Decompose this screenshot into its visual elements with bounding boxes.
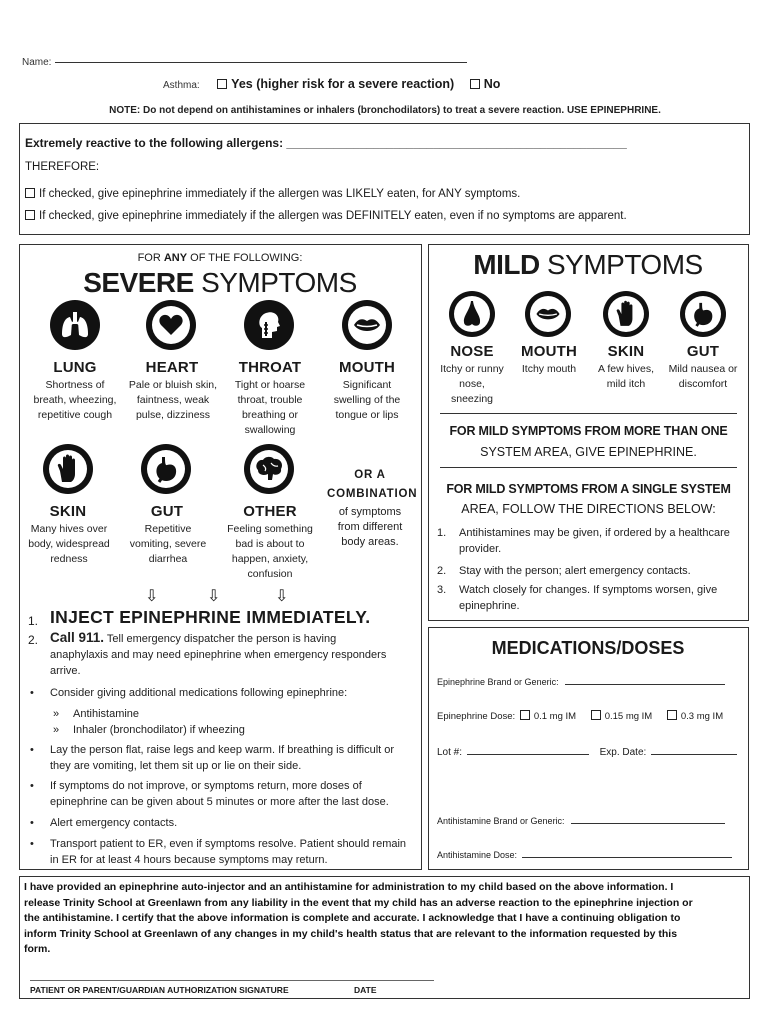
asthma-row bbox=[163, 77, 500, 91]
step2-number: 2. bbox=[28, 633, 39, 647]
option1-text: If checked, give epinephrine immediately if the allergen was LIKELY eaten, for ANY symptoms. bbox=[39, 188, 521, 200]
sub-marker-2: » bbox=[53, 724, 60, 736]
bullet2-text: Lay the person flat, raise legs and keep warm. If breathing is difficult or they are vomiting, let them sit up or lie on their side. bbox=[50, 744, 395, 772]
bullet5-text: Transport patient to ER, even if symptoms resolve. Patient should remain in ER for at least 4 hours because symptoms may return. bbox=[50, 838, 407, 866]
anti-dose-field[interactable] bbox=[522, 857, 732, 858]
option2-row bbox=[25, 210, 627, 222]
mild-title-rest: SYMPTOMS bbox=[539, 249, 703, 280]
medications-title: MEDICATIONS/DOSES bbox=[491, 638, 685, 658]
dose-0.15-checkbox[interactable] bbox=[591, 710, 601, 720]
name-label: Name: bbox=[22, 57, 52, 68]
severe-title-rest: SYMPTOMS bbox=[193, 267, 357, 298]
exp-field[interactable] bbox=[651, 754, 737, 755]
severe-throat-label: THROAT bbox=[238, 359, 302, 376]
bullet-marker-5: • bbox=[30, 838, 34, 850]
hand-icon bbox=[43, 444, 93, 494]
mild-skin-label: SKIN bbox=[607, 343, 645, 360]
definitely-eaten-checkbox[interactable] bbox=[25, 210, 35, 220]
asthma-label: Asthma: bbox=[163, 80, 200, 91]
combination-desc: of symptoms from different body areas. bbox=[337, 506, 403, 548]
step2-text bbox=[50, 630, 390, 679]
bullet4-text: Alert emergency contacts. bbox=[50, 817, 178, 829]
lot-field[interactable] bbox=[467, 754, 589, 755]
name-row bbox=[22, 52, 472, 66]
dose-0.15-label: 0.15 mg IM bbox=[604, 711, 653, 722]
mild-step-num-1: 1. bbox=[437, 527, 447, 539]
option1-row bbox=[25, 188, 520, 200]
dose-0.1-checkbox[interactable] bbox=[520, 710, 530, 720]
severe-lung-desc: Shortness of breath, wheezing, repetitive cough bbox=[33, 379, 117, 421]
signature-line[interactable] bbox=[30, 980, 434, 981]
bullet-marker-3: • bbox=[30, 780, 34, 792]
step2-bold: Call 911. bbox=[50, 630, 105, 645]
throat-icon bbox=[244, 300, 294, 350]
epi-dose-row bbox=[437, 710, 723, 722]
likely-eaten-checkbox[interactable] bbox=[25, 188, 35, 198]
severe-lung-label: LUNG bbox=[53, 359, 97, 376]
consent-text: I have provided an epinephrine auto-injector and an antihistamine for administration to my child based on the above information. I release Trinity School at Greenlawn from any liability in the event that my child has an adverse reaction to the epinephrine injection or the antihistamine. I certify that the above information is complete and accurate. I acknowledge that I have a continuing obligation to inform Trinity School at Greenlawn of any changes in my child's health status that are relevant to the information requested by this form. bbox=[24, 881, 693, 956]
severe-heart-label: HEART bbox=[145, 359, 199, 376]
mild-step-num-3: 3. bbox=[437, 584, 447, 596]
anti-brand-field[interactable] bbox=[571, 823, 725, 824]
bullet-marker-4: • bbox=[30, 817, 34, 829]
hand-icon bbox=[603, 291, 649, 337]
lungs-icon bbox=[50, 300, 100, 350]
asthma-yes-label: Yes (higher risk for a severe reaction) bbox=[231, 77, 455, 91]
anti-dose-row bbox=[437, 850, 732, 860]
asthma-no-checkbox[interactable] bbox=[470, 79, 480, 89]
allergen-box bbox=[19, 123, 750, 235]
mild-step-1: Antihistamines may be given, if ordered by a healthcare provider. bbox=[459, 527, 730, 555]
epi-brand-row bbox=[437, 677, 725, 687]
severe-throat-desc: Tight or hoarse throat, trouble breathing or swallowing bbox=[234, 379, 306, 436]
mild-gut-desc: Mild nausea or discomfort bbox=[668, 363, 738, 390]
severe-title bbox=[20, 267, 420, 299]
consent-box bbox=[19, 876, 750, 999]
mild-mouth-label: MOUTH bbox=[521, 343, 577, 360]
severe-skin-label: SKIN bbox=[49, 503, 87, 520]
mild-step-2: Stay with the person; alert emergency contacts. bbox=[459, 565, 691, 577]
lot-row bbox=[437, 747, 737, 758]
down-arrow-2: ⇩ bbox=[207, 588, 221, 605]
epi-brand-label: Epinephrine Brand or Generic: bbox=[437, 677, 559, 687]
severe-skin-desc: Many hives over body, widespread redness bbox=[28, 523, 110, 565]
date-label: DATE bbox=[354, 985, 377, 995]
combination-title: OR A COMBINATION bbox=[327, 469, 418, 500]
stomach-icon bbox=[680, 291, 726, 337]
mild-title-bold: MILD bbox=[473, 249, 540, 280]
severe-intro bbox=[20, 252, 420, 264]
single-system-line2: AREA, FOLLOW THE DIRECTIONS BELOW: bbox=[461, 502, 716, 516]
mild-skin-desc: A few hives, mild itch bbox=[597, 363, 655, 390]
exp-label: Exp. Date: bbox=[599, 747, 647, 758]
stomach-icon bbox=[141, 444, 191, 494]
mild-mouth-desc: Itchy mouth bbox=[521, 363, 577, 375]
down-arrow-1: ⇩ bbox=[145, 588, 159, 605]
mouth-icon bbox=[525, 291, 571, 337]
mild-title bbox=[429, 249, 747, 281]
severe-gut-label: GUT bbox=[150, 503, 184, 520]
severe-intro-pre: FOR bbox=[137, 252, 164, 264]
severe-other-label: OTHER bbox=[243, 503, 297, 520]
brain-icon bbox=[244, 444, 294, 494]
severe-intro-post: OF THE FOLLOWING: bbox=[187, 252, 303, 264]
dose-0.1-label: 0.1 mg IM bbox=[533, 711, 577, 722]
therefore-label: THEREFORE: bbox=[25, 161, 100, 173]
mild-divider-1 bbox=[440, 413, 737, 414]
nose-icon bbox=[449, 291, 495, 337]
bullet1-text: Consider giving additional medications following epinephrine: bbox=[50, 687, 348, 699]
anti-dose-label: Antihistamine Dose: bbox=[437, 850, 518, 860]
bullet-marker-1: • bbox=[30, 687, 34, 699]
dose-0.3-checkbox[interactable] bbox=[667, 710, 677, 720]
sub1-text: Antihistamine bbox=[73, 708, 140, 720]
anti-brand-label: Antihistamine Brand or Generic: bbox=[437, 816, 565, 826]
name-field[interactable] bbox=[55, 62, 467, 63]
bullet-marker-2: • bbox=[30, 744, 34, 756]
more-than-one-line2: SYSTEM AREA, GIVE EPINEPHRINE. bbox=[480, 445, 697, 459]
mild-nose-desc: Itchy or runny nose, sneezing bbox=[440, 363, 504, 405]
heart-icon bbox=[146, 300, 196, 350]
anti-brand-row bbox=[437, 816, 725, 826]
step1-text: INJECT EPINEPHRINE IMMEDIATELY. bbox=[50, 607, 371, 627]
down-arrow-3: ⇩ bbox=[275, 588, 289, 605]
severe-intro-bold: ANY bbox=[163, 252, 188, 264]
mild-divider-2 bbox=[440, 467, 737, 468]
mouth-icon bbox=[342, 300, 392, 350]
mild-nose-label: NOSE bbox=[450, 343, 494, 360]
step1-number: 1. bbox=[28, 614, 39, 628]
sub2-text: Inhaler (bronchodilator) if wheezing bbox=[73, 724, 245, 736]
severe-title-bold: SEVERE bbox=[83, 267, 194, 298]
option2-text: If checked, give epinephrine immediately if the allergen was DEFINITELY eaten, even if no symptoms are apparent. bbox=[39, 210, 627, 222]
severe-mouth-desc: Significant swelling of the tongue or lips bbox=[333, 379, 401, 421]
signature-label: PATIENT OR PARENT/GUARDIAN AUTHORIZATION SIGNATURE bbox=[30, 985, 289, 995]
severe-other-desc: Feeling something bad is about to happen, anxiety, confusion bbox=[227, 523, 313, 580]
severe-mouth-label: MOUTH bbox=[339, 359, 395, 376]
bullet3-text: If symptoms do not improve, or symptoms return, more doses of epinephrine can be given about 5 minutes or more after the last dose. bbox=[50, 780, 389, 808]
mild-step-3: Watch closely for changes. If symptoms worsen, give epinephrine. bbox=[459, 584, 718, 612]
step2-rest: Tell emergency dispatcher the person is having anaphylaxis and may need epinephrine when emergency responders arrive. bbox=[50, 633, 387, 677]
allergen-title: Extremely reactive to the following allergens: ___________________________________________________ bbox=[25, 136, 627, 150]
lot-label: Lot #: bbox=[437, 747, 463, 758]
epi-dose-label: Epinephrine Dose: bbox=[437, 711, 516, 722]
dose-0.3-label: 0.3 mg IM bbox=[680, 711, 724, 722]
asthma-yes-checkbox[interactable] bbox=[217, 79, 227, 89]
single-system-line1: FOR MILD SYMPTOMS FROM A SINGLE SYSTEM bbox=[446, 482, 731, 496]
more-than-one-line1: FOR MILD SYMPTOMS FROM MORE THAN ONE bbox=[449, 424, 728, 438]
note-text: NOTE: Do not depend on antihistamines or inhalers (bronchodilators) to treat a severe reaction. USE EPINEPHRINE. bbox=[109, 105, 661, 116]
mild-gut-label: GUT bbox=[686, 343, 720, 360]
epi-brand-field[interactable] bbox=[565, 684, 725, 685]
severe-gut-desc: Repetitive vomiting, severe diarrhea bbox=[129, 523, 207, 565]
asthma-no-label: No bbox=[483, 77, 501, 91]
severe-heart-desc: Pale or bluish skin, faintness, weak pulse, dizziness bbox=[128, 379, 218, 421]
sub-marker-1: » bbox=[53, 708, 60, 720]
mild-step-num-2: 2. bbox=[437, 565, 447, 577]
